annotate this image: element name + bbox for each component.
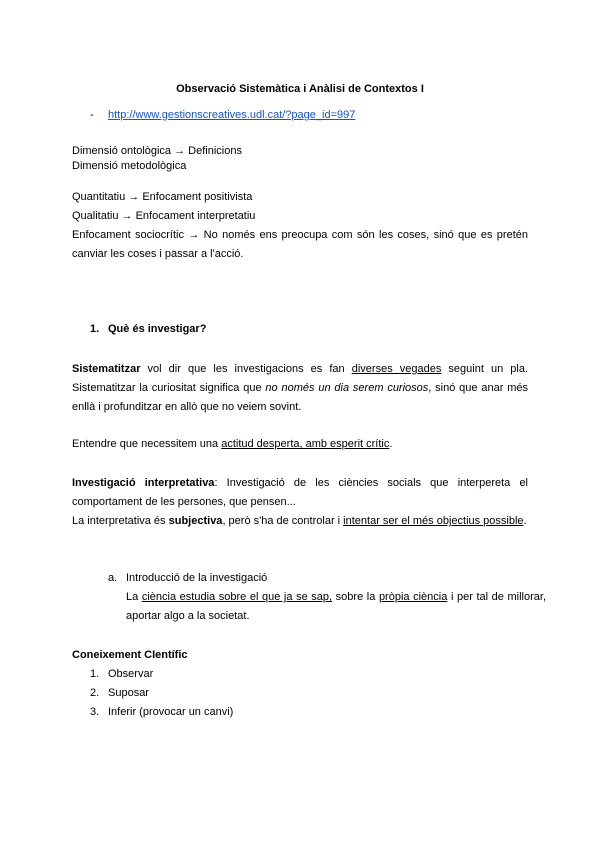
list-label: Observar [108,668,154,680]
underlined-text: pròpia ciència [378,591,448,603]
list-number: 1. [90,668,100,680]
text: La interpretativa és [72,515,169,527]
list-label: Inferir (provocar un canvi) [108,706,234,718]
dimension-ontologica: Dimensió ontològica → Definicions [72,145,242,157]
paragraph-sistematitzar [72,360,528,417]
list-item [72,684,528,703]
section-number: 1. [90,323,100,335]
reference-link[interactable]: http://www.gestionscreatives.udl.cat/?page_id=997 [108,109,356,121]
underlined-text: intentar ser el més objectius possible [343,515,524,527]
text: sobre la [332,591,379,603]
text: La [126,591,142,603]
italic-text: no només un dia serem curiosos [265,382,429,394]
text: : Investigació de les ciències socials que interpereta el comportament de les persones, que pensen... [72,477,529,508]
approach-quantitatiu: Quantitatiu → Enfocament positivista [72,191,253,203]
coneixement-block [72,646,528,722]
sub-item-title: Introducció de la investigació [126,572,268,584]
sub-item-body [126,588,546,626]
list-item [72,703,528,722]
text: . [389,438,393,450]
link-list-item [90,106,355,125]
list-number: 3. [90,706,100,718]
dimension-metodologica: Dimensió metodològica [72,160,187,172]
text: Entendre que necessitem una [72,438,222,450]
text: seguint un pla. Sistematitzar la curiositat significa que [72,363,529,394]
term-interpretativa: Investigació interpretativa [72,477,215,489]
term-sistematitzar: Sistematitzar [72,363,141,375]
text: i per tal de millorar, aportar algo a la societat. [126,591,547,622]
text: . [523,515,527,527]
list-dash: - [90,109,94,121]
list-number: 2. [90,687,100,699]
approach-qualitatiu: Qualitatiu → Enfocament interpretatiu [72,210,256,222]
document-title: Observació Sistemàtica i Anàlisi de Contextos I [176,83,424,95]
sub-marker: a. [108,572,118,584]
text: vol dir que les investigacions es fan [140,363,352,375]
text: , però s'ha de controlar i [222,515,344,527]
list-label: Suposar [108,687,149,699]
underlined-text: actitud desperta, amb esperit crític [221,438,390,450]
sub-item-a [90,569,546,626]
list-item [72,665,528,684]
underlined-text: ciència estudia sobre el que ja se sap, [141,591,333,603]
paragraph-subjectiva [72,512,528,531]
sub-list-a [72,569,547,626]
text: , sinó que anar més enllà i profunditzar en allò que no veiem sovint. [72,382,528,413]
dimensions-block [72,144,528,174]
section-title: Què és investigar? [108,323,207,335]
term-subjectiva: subjectiva [168,515,223,527]
paragraph-interpretativa [72,474,528,512]
approach-sociocritic: Enfocament sociocrític → No només ens preocupa com són les coses, sinó que es pretén canviar les coses i passar a l'acció. [72,229,528,260]
coneixement-heading: Coneixement CIentífic [72,649,188,661]
approaches-block [72,188,528,264]
section-heading [90,320,546,339]
underlined-text: diverses vegades [351,363,442,375]
paragraph-entendre [72,435,528,454]
